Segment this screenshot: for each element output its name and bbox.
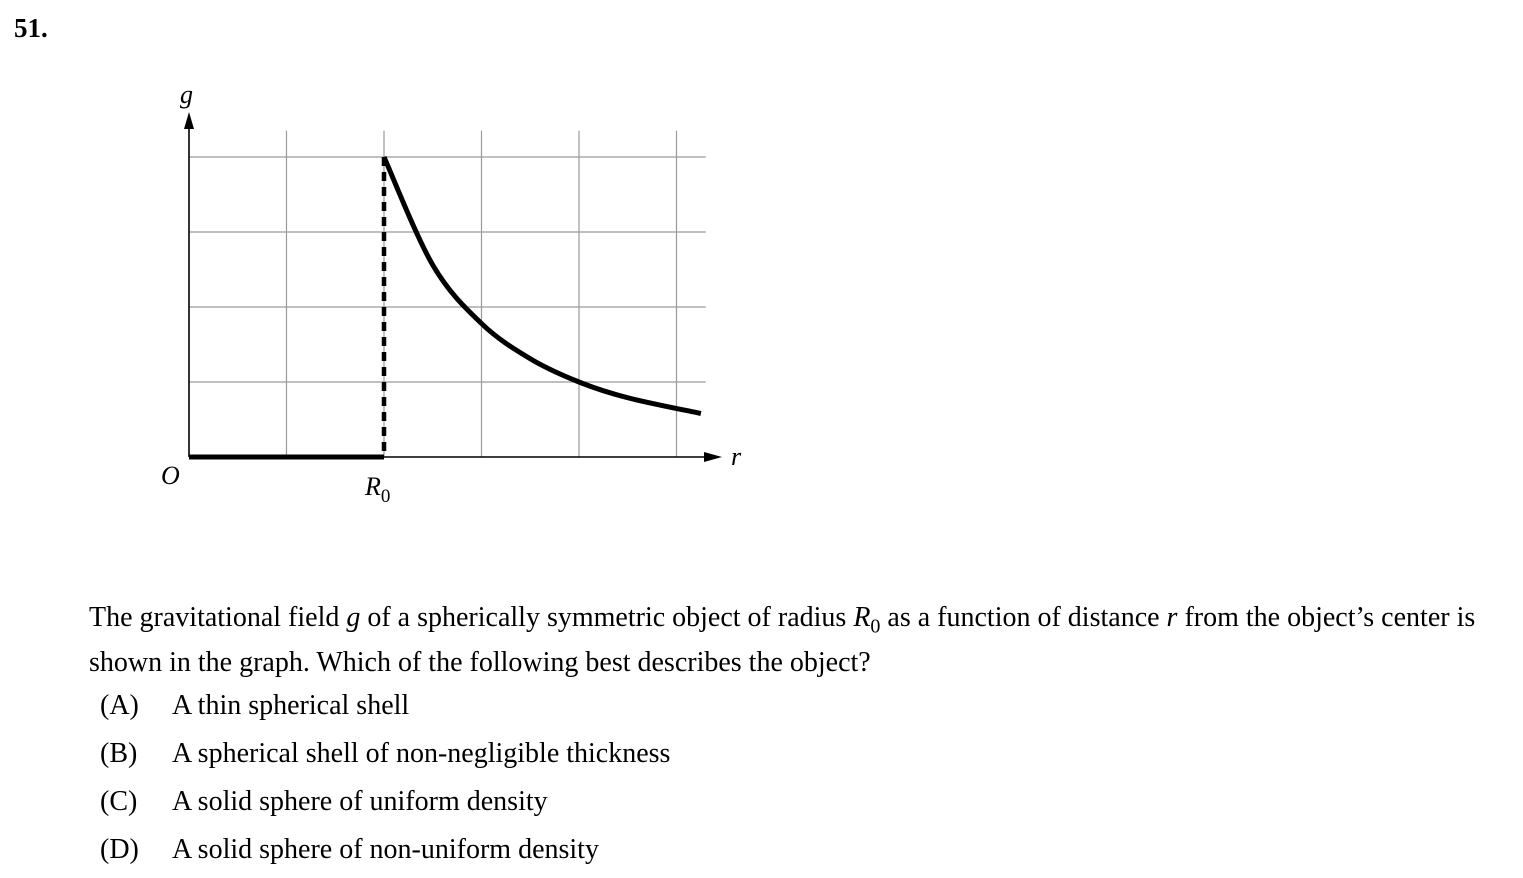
stem-text-3: as a function of distance [880, 602, 1167, 633]
series-line-outside [384, 157, 701, 414]
choice-c[interactable] [100, 778, 670, 826]
answer-choices [100, 682, 670, 874]
choice-text: A spherical shell of non-negligible thickness [172, 738, 671, 769]
stem-var-r: r [1166, 602, 1178, 633]
y-axis-arrowhead [184, 112, 194, 129]
choice-text: A solid sphere of non-uniform density [172, 834, 599, 865]
choice-letter: (A) [100, 690, 139, 721]
r0-tick-label [364, 472, 390, 507]
stem-text-4: from the object’s center is shown in the graph. Which of the following best describes the object? [89, 602, 1476, 678]
choice-text: A thin spherical shell [172, 690, 410, 721]
axis-layer [184, 112, 722, 462]
x-axis-arrowhead [704, 452, 722, 462]
grid-layer [189, 131, 706, 457]
stem-text-2: of a spherically symmetric object of radius [360, 602, 854, 633]
gravitational-field-graph [0, 0, 800, 540]
stem-text-1: The gravitational field [89, 602, 347, 633]
x-axis-label: r [731, 442, 742, 471]
r0-label-sub: 0 [380, 486, 391, 507]
stem-var-r0-sub: 0 [870, 615, 881, 638]
origin-label: O [161, 461, 180, 490]
choice-b[interactable] [100, 730, 670, 778]
stem-var-r0: R [853, 602, 871, 633]
choice-d[interactable] [100, 826, 670, 874]
y-axis-label: g [180, 80, 193, 109]
choice-a[interactable] [100, 682, 670, 730]
r0-label-main: R [365, 472, 381, 501]
choice-letter: (D) [100, 834, 139, 865]
choice-letter: (C) [100, 786, 138, 817]
question-number: 51. [14, 13, 48, 43]
choice-text: A solid sphere of uniform density [172, 786, 548, 817]
question-stem [89, 600, 1514, 680]
stem-var-g: g [346, 602, 361, 633]
choice-letter: (B) [100, 738, 138, 769]
